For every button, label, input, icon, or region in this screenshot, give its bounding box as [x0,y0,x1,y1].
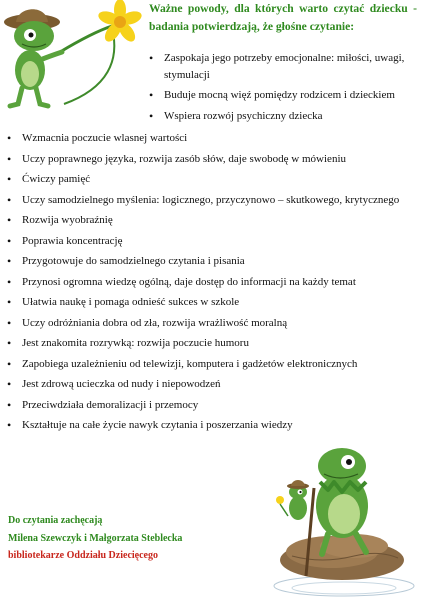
credits [8,512,238,565]
list-item: • Uczy odróżniania dobra od zła, rozwija wrażliwość moralną [7,315,422,336]
benefits-list [7,130,422,438]
list-item: • Uczy poprawnego języka, rozwija zasób słów, daje swobodę w mówieniu [7,151,422,172]
list-item: • Jest znakomita rozrywką: rozwija poczucie humoru [7,335,422,356]
list-item: • Przeciwdziała demoralizacji i przemocy [7,397,422,418]
credits-role: bibliotekarze Oddziału Dziecięcego [8,550,158,561]
list-item: • Przynosi ogromna wiedzę ogólną, daje dostęp do informacji na każdy temat [7,274,422,295]
list-item: • Wzmacnia poczucie wlasnej wartości [7,130,422,151]
list-item: • Jest zdrową ucieczka od nudy i niepowodzeń [7,376,422,397]
list-item: • Poprawia koncentrację [7,233,422,254]
list-item: • Buduje mocną więź pomiędzy rodzicem i dzieckiem [149,87,421,104]
credits-line: Do czytania zachęcają [8,515,103,526]
list-item: • Ćwiczy pamięć [7,171,422,192]
frog-family-illustration [262,436,422,600]
list-item: • Zaspokaja jego potrzeby emocjonalne: miłości, uwagi, stymulacji [149,50,421,83]
list-item: • Zapobiega uzależnieniu od telewizji, komputera i gadżetów elektronicznych [7,356,422,377]
list-item: • Uczy samodzielnego myślenia: logicznego, przyczynowo – skutkowego, krytycznego [7,192,422,213]
intro-list [149,50,421,128]
list-item: • Ułatwia naukę i pomaga odnieść sukces w szkole [7,294,422,315]
list-item: • Przygotowuje do samodzielnego czytania i pisania [7,253,422,274]
page-heading: Ważne powody, dla których warto czytać dziecku - badania potwierdzają, że głośne czytanie: [149,2,417,33]
list-item: • Kształtuje na całe życie nawyk czytania i poszerzania wiedzy [7,417,422,438]
list-item: • Rozwija wyobraźnię [7,212,422,233]
frog-with-flower-illustration [0,0,150,112]
list-item: • Wspiera rozwój psychiczny dziecka [149,108,421,125]
credits-authors: Milena Szewczyk i Małgorzata Steblecka [8,532,183,544]
